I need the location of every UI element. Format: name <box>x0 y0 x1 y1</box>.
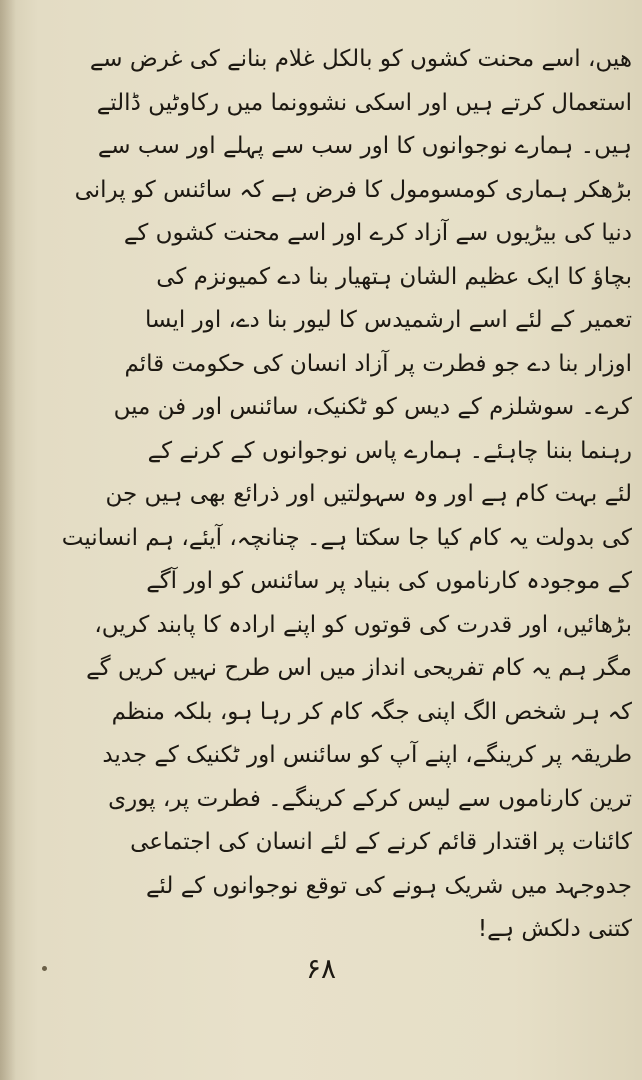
body-text <box>6 38 636 952</box>
text-line: تعمیر کے لئے اسے ارشمیدس کا لیور بنا دے، اور ایسا <box>145 307 632 333</box>
text-line: ترین کارناموں سے لیس کرکے کرینگے۔ فطرت پر، پوری <box>108 785 632 812</box>
text-line: مگر ہم یہ کام تفریحی انداز میں اس طرح نہیں کریں گے <box>86 655 632 681</box>
paper-speck <box>42 966 47 971</box>
text-line: ہیں۔ ہمارے نوجوانوں کا اور سب سے پہلے اور سب سے <box>97 133 632 159</box>
text-line: اوزار بنا دے جو فطرت پر آزاد انسان کی حکومت قائم <box>124 350 632 377</box>
text-line: کرے۔ سوشلزم کے دیس کو ٹکنیک، سائنس اور فن میں <box>113 394 632 420</box>
text-line: کہ ہر شخص الگ اپنی جگہ کام کر رہا ہو، بلکہ منظم <box>111 698 632 725</box>
page-number: ۶۸ <box>305 952 337 985</box>
text-line: کی بدولت یہ کام کیا جا سکتا ہے۔ چنانچہ، آیئے، ہم انسانیت <box>61 524 632 551</box>
text-line: بچاؤ کا ایک عظیم الشان ہتھیار بنا دے کمیونزم کی <box>156 263 632 290</box>
text-line: بڑھائیں، اور قدرت کی قوتوں کو اپنے ارادہ کا پابند کریں، <box>94 611 632 638</box>
text-line: هیں، اسے محنت کشوں کو بالکل غلام بنانے کی غرض سے <box>89 46 632 72</box>
text-line: جدوجہد میں شریک ہونے کی توقع نوجوانوں کے لئے <box>145 872 632 899</box>
text-line: لئے بہت کام ہے اور وہ سہولتیں اور ذرائع بھی ہیں جن <box>105 481 632 507</box>
text-line: کتنی دلکش ہے! <box>477 916 632 942</box>
text-line: استعمال کرتے ہیں اور اسکی نشوونما میں رکاوٹیں ڈالتے <box>96 89 632 116</box>
text-line: دنیا کی بیڑیوں سے آزاد کرے اور اسے محنت کشوں کے <box>123 220 632 246</box>
text-line: کائنات پر اقتدار قائم کرنے کے لئے انسان کی اجتماعی <box>130 829 632 855</box>
text-line: رہنما بننا چاہئے۔ ہمارے پاس نوجوانوں کے کرنے کے <box>147 437 632 464</box>
text-line: بڑھکر ہماری کومسومول کا فرض ہے کہ سائنس کو پرانی <box>74 176 632 203</box>
text-line: طریقہ پر کرینگے، اپنے آپ کو سائنس اور ٹکنیک کے جدید <box>102 742 632 768</box>
text-line: کے موجودہ کارناموں کی بنیاد پر سائنس کو اور آگے <box>146 568 632 594</box>
